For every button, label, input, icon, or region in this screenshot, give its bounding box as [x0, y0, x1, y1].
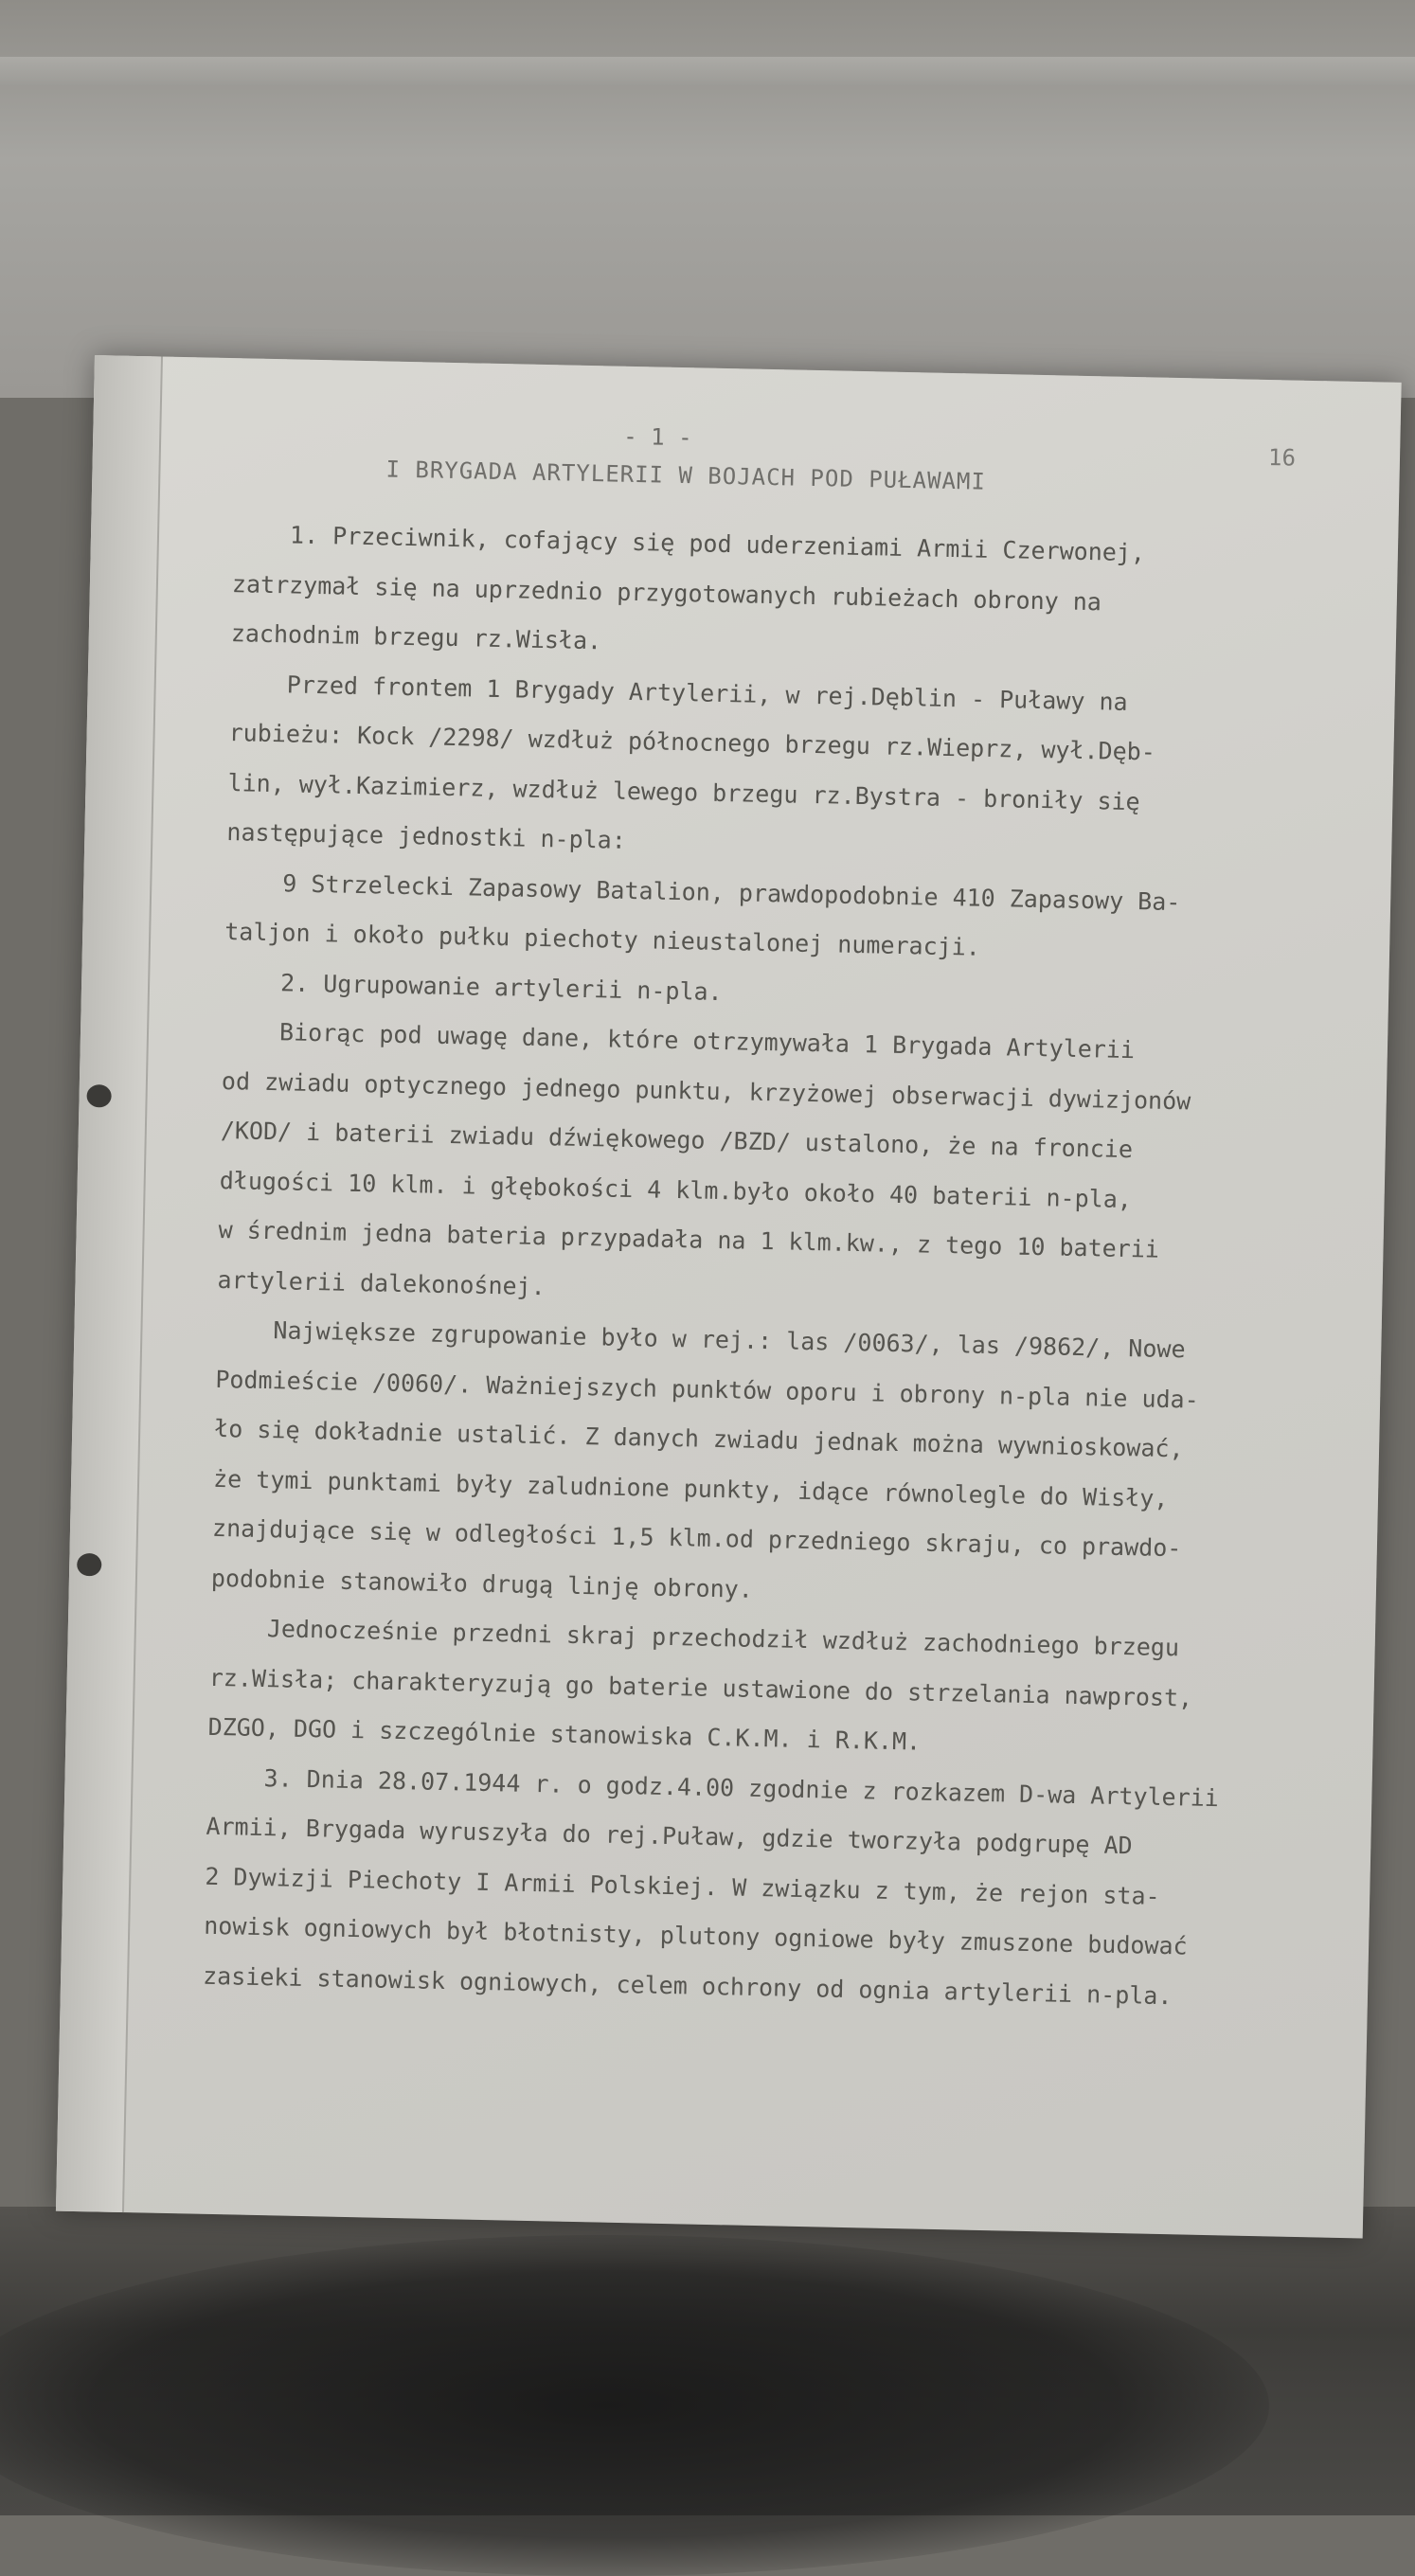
- text-line: 2. Ugrupowanie artylerii n-pla.: [279, 968, 723, 1006]
- punch-hole: [77, 1553, 101, 1577]
- text-line: rz.Wisła; charakteryzują go baterie ustawione do strzelania nawprost,: [208, 1663, 1193, 1712]
- text-line: następujące jednostki n-pla:: [226, 818, 627, 854]
- text-line: DZGO, DGO i szczególnie stanowiska C.K.M. i R.K.M.: [207, 1712, 922, 1756]
- text-line: 3. Dnia 28.07.1944 r. o godz.4.00 zgodnie z rozkazem D-wa Artylerii: [263, 1763, 1220, 1812]
- text-line: Podmieście /0060/. Ważniejszych punktów oporu i obrony n-pla nie uda-: [215, 1365, 1200, 1414]
- text-line: że tymi punktami były zaludnione punkty, idące równolegle do Wisły,: [212, 1464, 1169, 1512]
- text-line: lin, wył.Kazimierz, wzdłuż lewego brzegu rz.Bystra - broniły się: [227, 768, 1140, 815]
- text-line: 9 Strzelecki Zapasowy Batalion, prawdopodobnie 410 Zapasowy Ba-: [282, 868, 1181, 916]
- paragraph: [210, 1305, 1381, 1628]
- text-line: zasieki stanowisk ogniowych, celem ochrony od ognia artylerii n-pla.: [202, 1961, 1173, 2010]
- paragraph: [230, 510, 1398, 683]
- paragraph: [203, 1752, 1372, 2025]
- text-line: ło się dokładnie ustalić. Z danych zwiadu jednak można wywnioskować,: [213, 1414, 1184, 1463]
- text-line: zachodnim brzegu rz.Wisła.: [230, 619, 602, 655]
- text-line: w średnim jedna bateria przypadała na 1 klm.kw., z tego 10 baterii: [218, 1215, 1160, 1263]
- text-line: od zwiadu optycznego jednego punktu, krzyżowej obserwacji dywizjonów: [221, 1066, 1191, 1115]
- paragraph: [226, 659, 1395, 883]
- text-line: rubieżu: Kock /2298/ wzdłuż północnego brzegu rz.Wieprz, wył.Dęb-: [228, 719, 1156, 766]
- folio-number: 16: [1267, 443, 1297, 472]
- hand-shadow: [0, 2235, 1269, 2576]
- text-line: 2 Dywizji Piechoty I Armii Polskiej. W związku z tym, że rejon sta-: [205, 1862, 1160, 1910]
- text-line: Biorąc pod uwagę dane, które otrzymywała 1 Brygada Artylerii: [278, 1018, 1136, 1064]
- text-line: 1. Przeciwnik, cofający się pod uderzeniami Armii Czerwonej,: [289, 521, 1146, 567]
- text-line: /KOD/ i baterii zwiadu dźwiękowego /BZD/ ustalono, że na froncie: [220, 1116, 1134, 1164]
- document-title: I BRYGADA ARTYLERII W BOJACH POD PUŁAWAMI: [385, 456, 987, 495]
- page-number: - 1 -: [623, 422, 692, 452]
- text-line: Przed frontem 1 Brygady Artylerii, w rej.Dęblin - Puławy na: [286, 670, 1128, 716]
- text-line: Armii, Brygada wyruszyła do rej.Puław, gdzie tworzyła podgrupę AD: [206, 1812, 1133, 1860]
- text-line: znajdujące się w odległości 1,5 klm.od przedniego skraju, co prawdo-: [211, 1513, 1182, 1563]
- document-sheet: [56, 355, 1402, 2238]
- text-line: długości 10 klm. i głębokości 4 klm.było około 40 baterii n-pla,: [219, 1166, 1133, 1213]
- display-case-rail: [0, 57, 1415, 85]
- text-line: Największe zgrupowanie było w rej.: las /0063/, las /9862/, Nowe: [273, 1316, 1186, 1364]
- text-line: Jednocześnie przedni skraj przechodził wzdłuż zachodniego brzegu: [266, 1615, 1180, 1662]
- text-line: nowisk ogniowych był błotnisty, plutony ogniowe były zmuszone budować: [203, 1911, 1188, 1960]
- paragraph: [217, 1007, 1388, 1330]
- binding-strip: [56, 355, 163, 2212]
- text-line: podobnie stanowiło drugą linję obrony.: [210, 1564, 754, 1603]
- text-line: zatrzymał się na uprzednio przygotowanych rubieżach obrony na: [231, 569, 1102, 616]
- text-line: taljon i około pułku piechoty nieustalonej numeracji.: [224, 918, 981, 961]
- text-line: artylerii dalekonośnej.: [217, 1265, 546, 1300]
- paragraph: [207, 1603, 1375, 1777]
- punch-hole: [86, 1084, 111, 1108]
- document-body: [203, 510, 1399, 2025]
